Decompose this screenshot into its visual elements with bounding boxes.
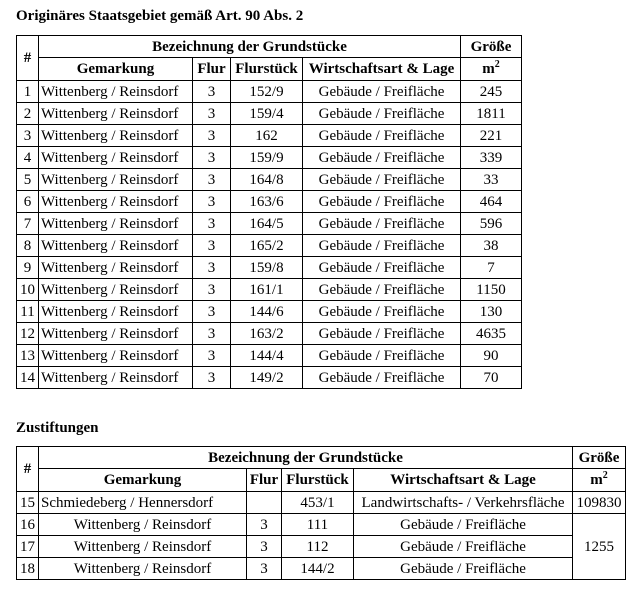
cell-flur: 3 <box>193 125 231 147</box>
cell-flurstueck: 111 <box>282 514 354 536</box>
cell-number: 11 <box>17 301 39 323</box>
column-header-wirtschaftsart: Wirtschaftsart & Lage <box>354 469 573 492</box>
cell-number: 14 <box>17 367 39 389</box>
cell-flur: 3 <box>193 147 231 169</box>
column-group-header: Bezeichnung der Grundstücke <box>39 36 461 58</box>
cell-number: 1 <box>17 81 39 103</box>
cell-gemarkung: Wittenberg / Reinsdorf <box>39 147 193 169</box>
column-header-flurstueck: Flurstück <box>231 58 303 81</box>
cell-wirtschaftsart: Gebäude / Freifläche <box>303 345 461 367</box>
cell-flur <box>247 492 282 514</box>
cell-flurstueck: 152/9 <box>231 81 303 103</box>
cell-groesse: 38 <box>461 235 522 257</box>
section-title-zustiftungen: Zustiftungen <box>16 420 99 436</box>
cell-groesse: 33 <box>461 169 522 191</box>
cell-flur: 3 <box>193 169 231 191</box>
cell-flurstueck: 163/6 <box>231 191 303 213</box>
table-row <box>17 345 522 367</box>
unit-label: m <box>590 472 603 488</box>
column-group-header: Bezeichnung der Grundstücke <box>39 447 573 469</box>
table-header-row <box>17 36 522 58</box>
cell-flur: 3 <box>193 301 231 323</box>
cell-gemarkung: Wittenberg / Reinsdorf <box>39 345 193 367</box>
cell-wirtschaftsart: Gebäude / Freifläche <box>354 536 573 558</box>
table-body <box>17 81 522 389</box>
cell-gemarkung: Wittenberg / Reinsdorf <box>39 125 193 147</box>
cell-flur: 3 <box>247 558 282 580</box>
cell-groesse: 130 <box>461 301 522 323</box>
table-row <box>17 257 522 279</box>
cell-flur: 3 <box>193 191 231 213</box>
cell-wirtschaftsart: Gebäude / Freifläche <box>354 514 573 536</box>
cell-groesse: 339 <box>461 147 522 169</box>
column-header-number: # <box>17 36 39 81</box>
cell-wirtschaftsart: Landwirtschafts- / Verkehrsfläche <box>354 492 573 514</box>
cell-flurstueck: 165/2 <box>231 235 303 257</box>
property-table-zustiftungen <box>16 446 626 580</box>
table-row <box>17 301 522 323</box>
cell-flurstueck: 144/6 <box>231 301 303 323</box>
unit-label: m <box>482 61 495 77</box>
table-row <box>17 213 522 235</box>
cell-gemarkung: Wittenberg / Reinsdorf <box>39 169 193 191</box>
table-row <box>17 492 626 514</box>
cell-flur: 3 <box>247 514 282 536</box>
cell-wirtschaftsart: Gebäude / Freifläche <box>303 235 461 257</box>
cell-flurstueck: 144/4 <box>231 345 303 367</box>
cell-number: 3 <box>17 125 39 147</box>
cell-groesse: 245 <box>461 81 522 103</box>
cell-wirtschaftsart: Gebäude / Freifläche <box>303 191 461 213</box>
table-subheader-row <box>17 469 626 492</box>
table-row <box>17 279 522 301</box>
table-body <box>17 492 626 580</box>
table-row <box>17 169 522 191</box>
cell-gemarkung: Wittenberg / Reinsdorf <box>39 323 193 345</box>
cell-number: 10 <box>17 279 39 301</box>
cell-gemarkung: Wittenberg / Reinsdorf <box>39 213 193 235</box>
cell-wirtschaftsart: Gebäude / Freifläche <box>303 213 461 235</box>
column-header-unit <box>461 58 522 81</box>
cell-flurstueck: 161/1 <box>231 279 303 301</box>
unit-exponent: 2 <box>494 59 500 70</box>
column-header-unit <box>573 469 626 492</box>
cell-flurstueck: 164/8 <box>231 169 303 191</box>
cell-flurstueck: 453/1 <box>282 492 354 514</box>
cell-wirtschaftsart: Gebäude / Freifläche <box>303 323 461 345</box>
cell-wirtschaftsart: Gebäude / Freifläche <box>303 257 461 279</box>
cell-groesse: 221 <box>461 125 522 147</box>
cell-flurstueck: 112 <box>282 536 354 558</box>
cell-wirtschaftsart: Gebäude / Freifläche <box>354 558 573 580</box>
column-header-gemarkung: Gemarkung <box>39 58 193 81</box>
cell-wirtschaftsart: Gebäude / Freifläche <box>303 81 461 103</box>
table-row <box>17 367 522 389</box>
table-header-row <box>17 447 626 469</box>
table-subheader-row <box>17 58 522 81</box>
cell-number: 7 <box>17 213 39 235</box>
table-row <box>17 235 522 257</box>
cell-groesse: 70 <box>461 367 522 389</box>
section-title-originaeres-staatsgebiet: Originäres Staatsgebiet gemäß Art. 90 Abs. 2 <box>16 8 304 24</box>
cell-flur: 3 <box>193 323 231 345</box>
cell-wirtschaftsart: Gebäude / Freifläche <box>303 147 461 169</box>
column-header-gemarkung: Gemarkung <box>39 469 247 492</box>
cell-gemarkung: Wittenberg / Reinsdorf <box>39 367 193 389</box>
cell-flur: 3 <box>247 536 282 558</box>
column-header-wirtschaftsart: Wirtschaftsart & Lage <box>303 58 461 81</box>
cell-flur: 3 <box>193 235 231 257</box>
cell-flurstueck: 149/2 <box>231 367 303 389</box>
cell-flurstueck: 162 <box>231 125 303 147</box>
cell-groesse: 1811 <box>461 103 522 125</box>
cell-number: 15 <box>17 492 39 514</box>
table-row <box>17 81 522 103</box>
cell-gemarkung: Wittenberg / Reinsdorf <box>39 536 247 558</box>
cell-flurstueck: 164/5 <box>231 213 303 235</box>
cell-number: 17 <box>17 536 39 558</box>
cell-number: 4 <box>17 147 39 169</box>
cell-gemarkung: Wittenberg / Reinsdorf <box>39 257 193 279</box>
cell-gemarkung: Wittenberg / Reinsdorf <box>39 103 193 125</box>
cell-wirtschaftsart: Gebäude / Freifläche <box>303 103 461 125</box>
cell-gemarkung: Wittenberg / Reinsdorf <box>39 301 193 323</box>
cell-gemarkung: Wittenberg / Reinsdorf <box>39 235 193 257</box>
cell-gemarkung: Wittenberg / Reinsdorf <box>39 81 193 103</box>
cell-number: 18 <box>17 558 39 580</box>
property-table-originaer <box>16 35 522 389</box>
table-row <box>17 558 626 580</box>
cell-flurstueck: 144/2 <box>282 558 354 580</box>
table-row <box>17 103 522 125</box>
cell-number: 2 <box>17 103 39 125</box>
cell-number: 13 <box>17 345 39 367</box>
column-header-size: Größe <box>461 36 522 58</box>
table-row <box>17 147 522 169</box>
cell-number: 8 <box>17 235 39 257</box>
cell-gemarkung: Wittenberg / Reinsdorf <box>39 558 247 580</box>
cell-wirtschaftsart: Gebäude / Freifläche <box>303 301 461 323</box>
cell-wirtschaftsart: Gebäude / Freifläche <box>303 367 461 389</box>
cell-groesse: 7 <box>461 257 522 279</box>
column-header-flur: Flur <box>247 469 282 492</box>
cell-number: 5 <box>17 169 39 191</box>
cell-groesse: 90 <box>461 345 522 367</box>
table-row <box>17 125 522 147</box>
cell-flur: 3 <box>193 257 231 279</box>
cell-number: 12 <box>17 323 39 345</box>
table-row <box>17 514 626 536</box>
cell-groesse: 596 <box>461 213 522 235</box>
cell-groesse-merged: 1255 <box>573 514 626 580</box>
column-header-size: Größe <box>573 447 626 469</box>
cell-gemarkung: Wittenberg / Reinsdorf <box>39 279 193 301</box>
cell-groesse: 464 <box>461 191 522 213</box>
cell-flur: 3 <box>193 213 231 235</box>
table-row <box>17 323 522 345</box>
cell-gemarkung: Wittenberg / Reinsdorf <box>39 514 247 536</box>
cell-flurstueck: 159/8 <box>231 257 303 279</box>
cell-groesse: 1150 <box>461 279 522 301</box>
column-header-number: # <box>17 447 39 492</box>
cell-number: 9 <box>17 257 39 279</box>
cell-flur: 3 <box>193 367 231 389</box>
cell-flur: 3 <box>193 279 231 301</box>
cell-number: 6 <box>17 191 39 213</box>
cell-groesse: 109830 <box>573 492 626 514</box>
cell-wirtschaftsart: Gebäude / Freifläche <box>303 169 461 191</box>
unit-exponent: 2 <box>602 470 608 481</box>
cell-flurstueck: 159/9 <box>231 147 303 169</box>
cell-gemarkung: Wittenberg / Reinsdorf <box>39 191 193 213</box>
cell-groesse: 4635 <box>461 323 522 345</box>
cell-number: 16 <box>17 514 39 536</box>
cell-wirtschaftsart: Gebäude / Freifläche <box>303 279 461 301</box>
cell-wirtschaftsart: Gebäude / Freifläche <box>303 125 461 147</box>
column-header-flur: Flur <box>193 58 231 81</box>
cell-flur: 3 <box>193 345 231 367</box>
cell-flurstueck: 159/4 <box>231 103 303 125</box>
cell-gemarkung: Schmiedeberg / Hennersdorf <box>39 492 247 514</box>
column-header-flurstueck: Flurstück <box>282 469 354 492</box>
cell-flur: 3 <box>193 81 231 103</box>
table-row <box>17 536 626 558</box>
cell-flur: 3 <box>193 103 231 125</box>
cell-flurstueck: 163/2 <box>231 323 303 345</box>
table-row <box>17 191 522 213</box>
